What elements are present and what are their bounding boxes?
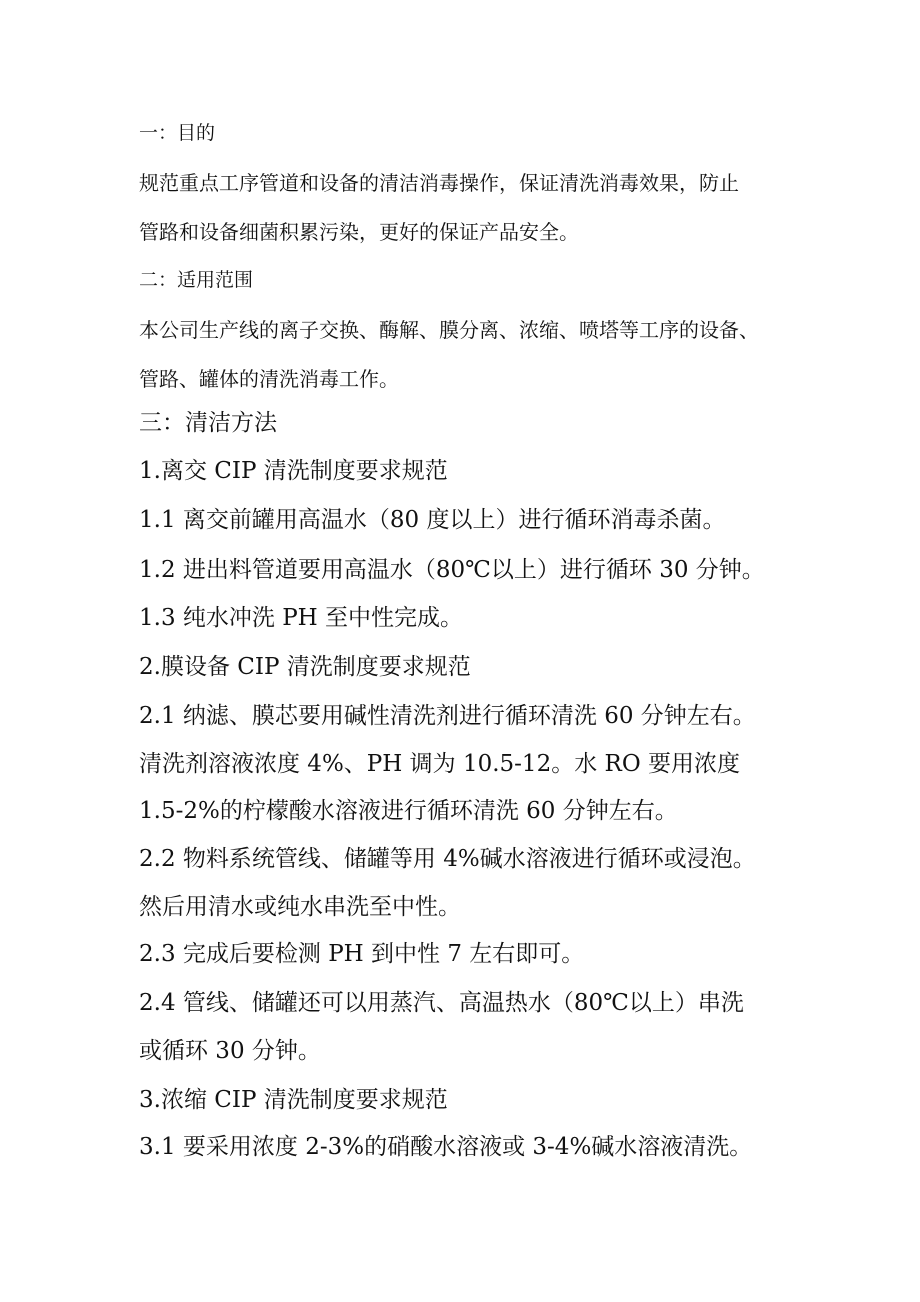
item-2-2-text-line-2: 然后用清水或纯水串洗至中性。 — [139, 894, 461, 920]
item-2-1-text-line-3: 1.5-2%的柠檬酸水溶液进行循环清洗 60 分钟左右。 — [139, 798, 678, 824]
item-1-3-text: 1.3 纯水冲洗 PH 至中性完成。 — [139, 605, 464, 631]
item-2-2-text-line-1: 2.2 物料系统管线、储罐等用 4%碱水溶液进行循环或浸泡。 — [139, 846, 756, 872]
item-2-4-text-line-2: 或循环 30 分钟。 — [139, 1038, 321, 1064]
section-1-text-line-2: 管路和设备细菌积累污染，更好的保证产品安全。 — [139, 220, 579, 244]
section-3-heading: 三：清洁方法 — [139, 410, 277, 436]
item-2-heading: 2.膜设备 CIP 清洗制度要求规范 — [139, 654, 471, 680]
item-1-heading: 1.离交 CIP 清洗制度要求规范 — [139, 458, 448, 484]
item-2-3-text: 2.3 完成后要检测 PH 到中性 7 左右即可。 — [139, 941, 585, 967]
item-1-1-text: 1.1 离交前罐用高温水（80 度以上）进行循环消毒杀菌。 — [139, 507, 726, 533]
item-3-1-text: 3.1 要采用浓度 2-3%的硝酸水溶液或 3-4%碱水溶液清洗。 — [139, 1134, 753, 1160]
item-2-4-text-line-1: 2.4 管线、储罐还可以用蒸汽、高温热水（80℃以上）串洗 — [139, 990, 744, 1016]
item-3-heading: 3.浓缩 CIP 清洗制度要求规范 — [139, 1087, 448, 1113]
section-2-text-line-2: 管路、罐体的清洗消毒工作。 — [139, 367, 399, 391]
section-1-heading: 一：目的 — [139, 122, 216, 144]
section-1-text-line-1: 规范重点工序管道和设备的清洁消毒操作，保证清洗消毒效果，防止 — [139, 171, 739, 195]
item-2-1-text-line-1: 2.1 纳滤、膜芯要用碱性清洗剂进行循环清洗 60 分钟左右。 — [139, 703, 756, 729]
item-1-2-text: 1.2 进出料管道要用高温水（80℃以上）进行循环 30 分钟。 — [139, 557, 765, 583]
section-2-heading: 二：适用范围 — [139, 269, 254, 291]
item-2-1-text-line-2: 清洗剂溶液浓度 4%、PH 调为 10.5-12。水 RO 要用浓度 — [139, 751, 740, 777]
section-2-text-line-1: 本公司生产线的离子交换、酶解、膜分离、浓缩、喷塔等工序的设备、 — [139, 318, 759, 342]
